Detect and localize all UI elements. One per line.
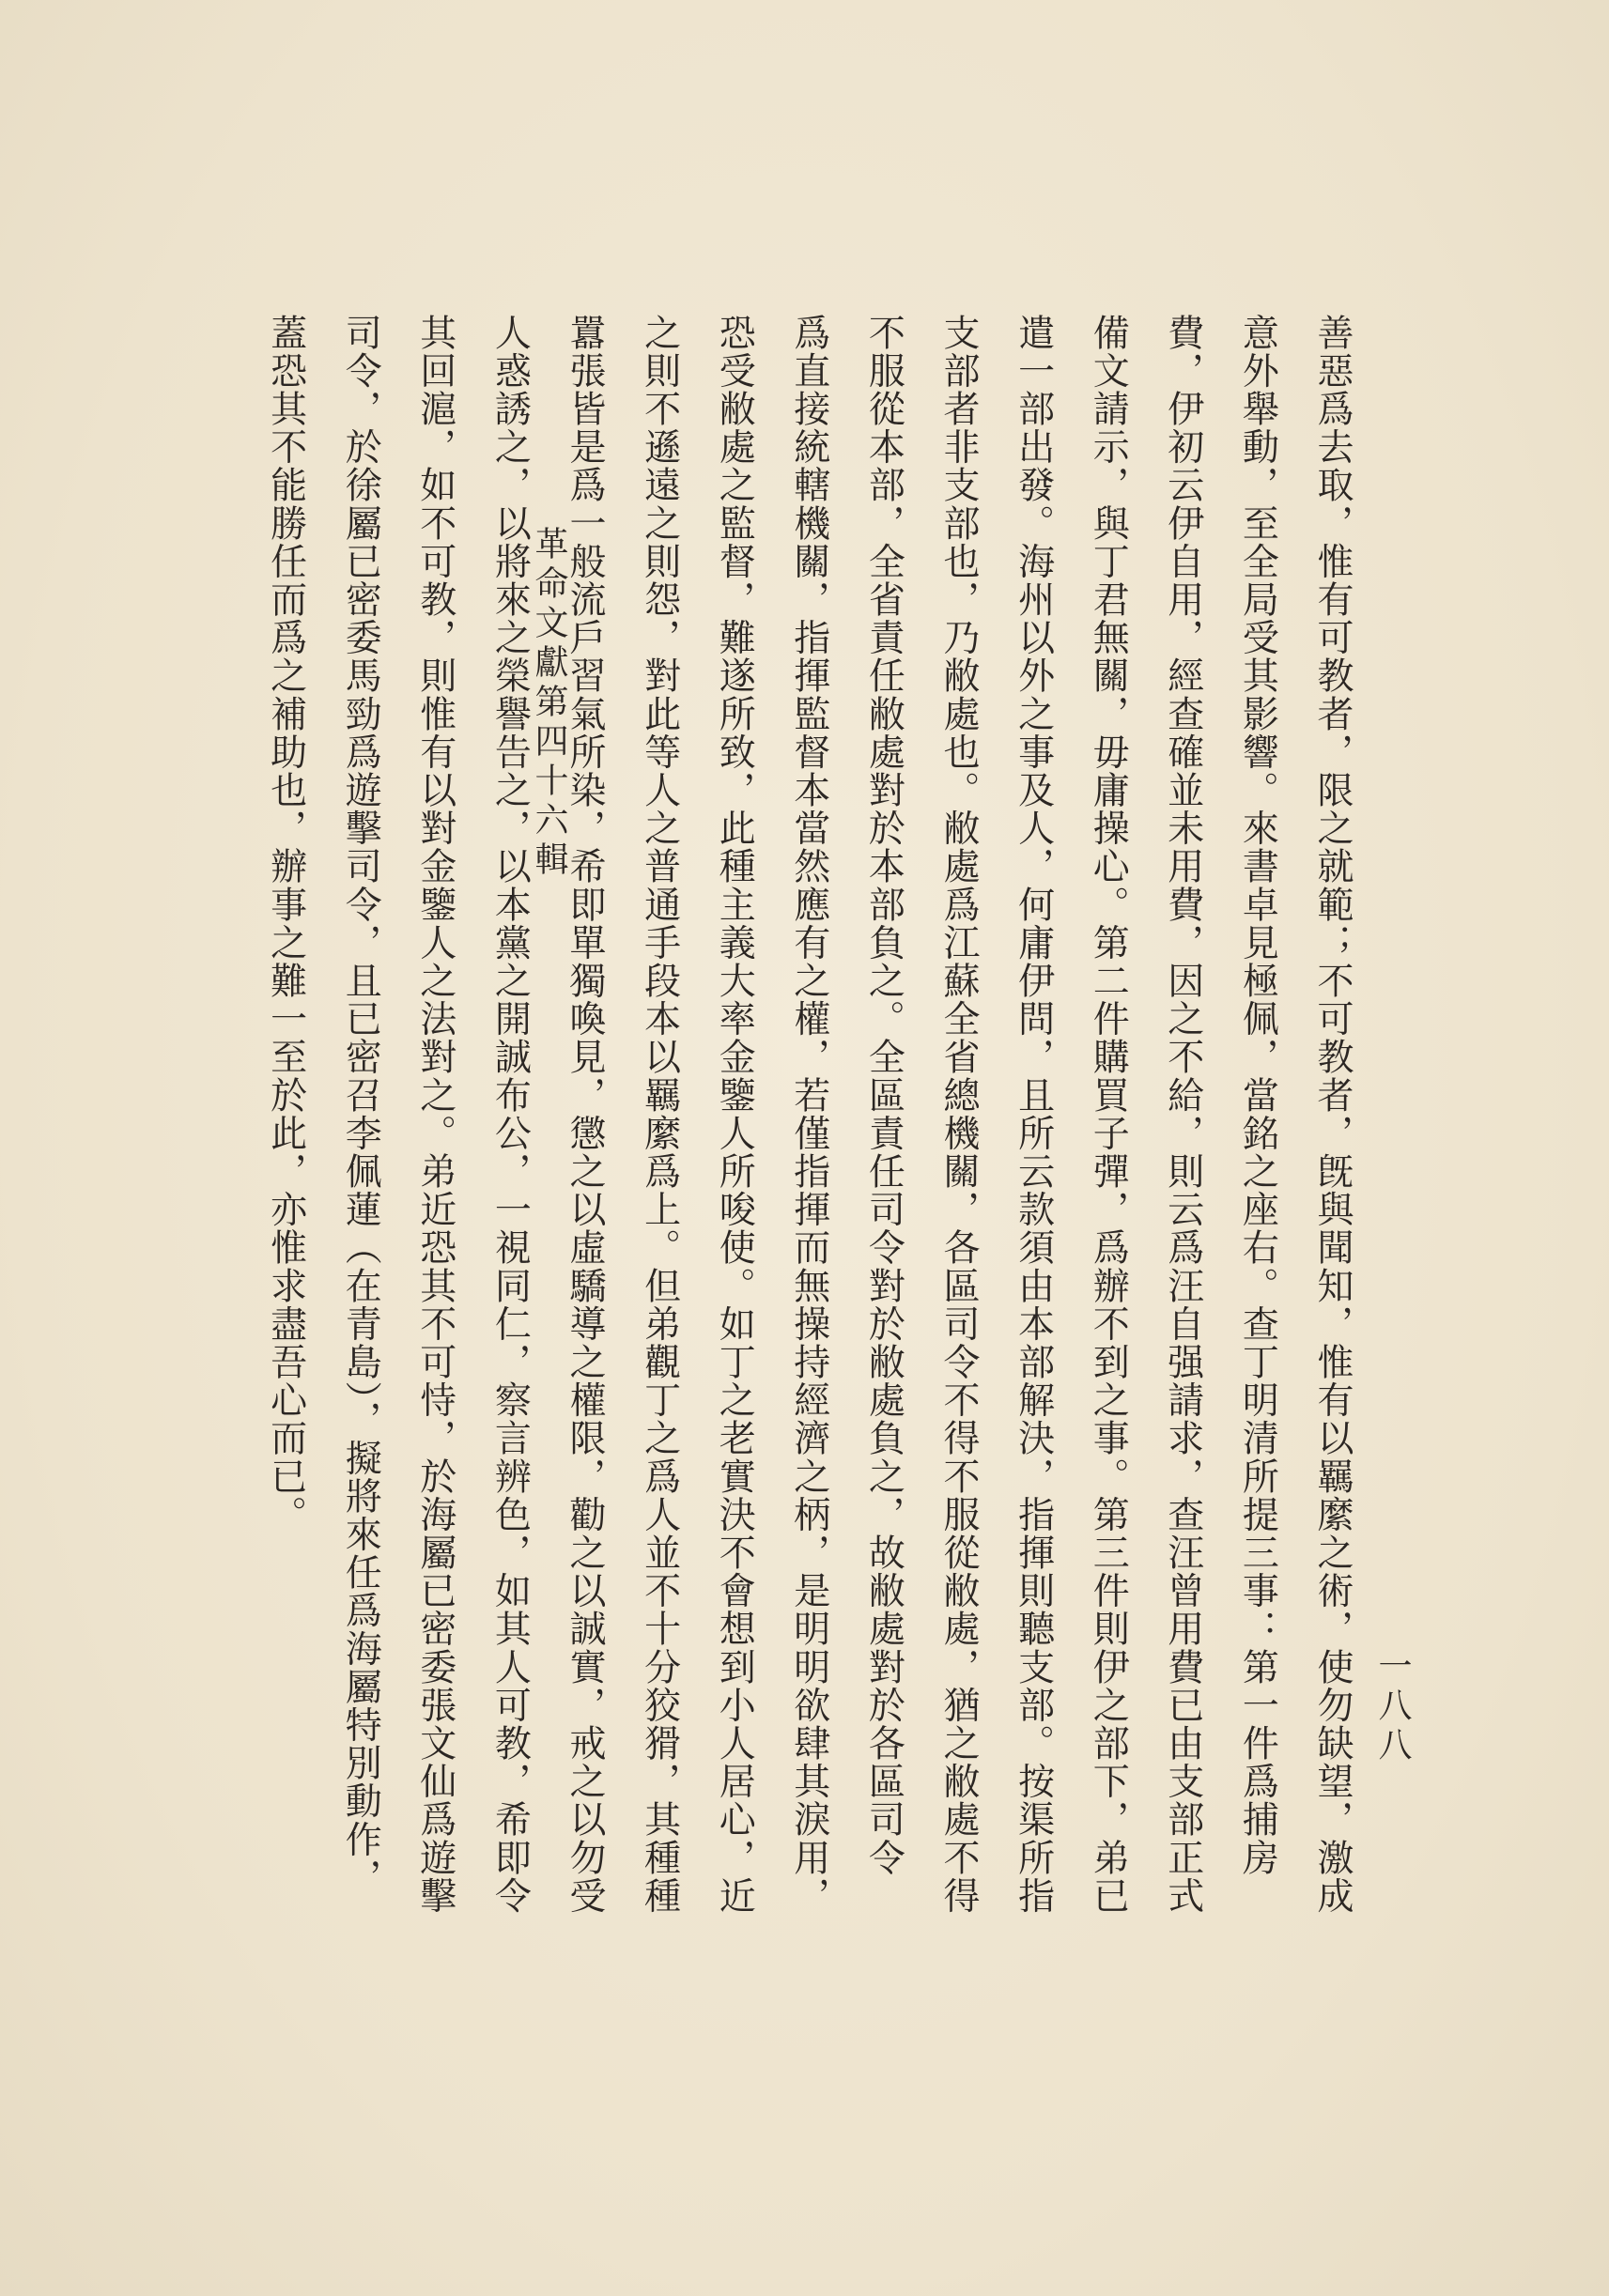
text-column: 之則不遜遠之則怨，對此等人之普通手段本以羈縻爲上。但弟觀丁之爲人並不十分狡猾，其種種 [638,314,681,1916]
running-header: 革命文獻第四十六輯 [530,526,568,881]
text-column: 支部者非支部也，乃敝處也。敝處爲江蘇全省總機關，各區司令不得不服從敝處，猶之敝處不得 [937,314,980,1916]
text-column: 善惡爲去取，惟有可教者，限之就範；不可教者，旣與聞知，惟有以羈縻之術，使勿缺望，激成 [1311,314,1354,1916]
text-column: 人惑誘之，以將來之榮譽告之，以本黨之開誠布公，一視同仁，察言辨色，如其人可教，希即令 [488,314,532,1916]
text-column: 囂張皆是爲一般流戶習氣所染，希即單獨喚見，懲之以虛驕導之權限，勸之以誠實，戒之以勿受 [564,314,606,1916]
text-column: 備文請示，與丁君無關，毋庸操心。第二件購買子彈，爲辦不到之事。第三件則伊之部下，弟已 [1087,314,1130,1916]
text-column: 其回滬，如不可教，則惟有以對金鑒人之法對之。弟近恐其不可恃，於海屬已密委張文仙爲遊擊 [413,314,456,1916]
text-column: 意外舉動，至全局受其影響。來書卓見極佩，當銘之座右。查丁明清所提三事：第一件爲捕房 [1236,314,1279,1877]
text-column: 恐受敝處之監督，難遂所致，此種主義大率金鑒人所唆使。如丁之老實決不會想到小人居心，近 [713,314,756,1916]
text-column: 遣一部出發。海州以外之事及人，何庸伊問，且所云款須由本部解決，指揮則聽支部。按渠所指 [1012,314,1055,1916]
text-column: 不服從本部，全省責任敝處對於本部負之。全區責任司令對於敝處負之，故敝處對於各區司令 [862,314,905,1877]
text-column: 費，伊初云伊自用，經查確並未用費，因之不給，則云爲汪自强請求，查汪曾用費已由支部正式 [1161,314,1204,1916]
text-column: 爲直接統轄機關，指揮監督本當然應有之權，若僅指揮而無操持經濟之柄，是明明欲肆其淚用， [787,314,830,1916]
text-column: 司令，於徐屬已密委馬勁爲遊擊司令，且已密召李佩蓮（在青島），擬將來任爲海屬特別動作， [339,314,382,1897]
page-number: 一八八 [1373,1648,1412,1766]
text-column: 蓋恐其不能勝任而爲之補助也，辦事之難一至於此，亦惟求盡吾心而已。 [264,314,307,1534]
